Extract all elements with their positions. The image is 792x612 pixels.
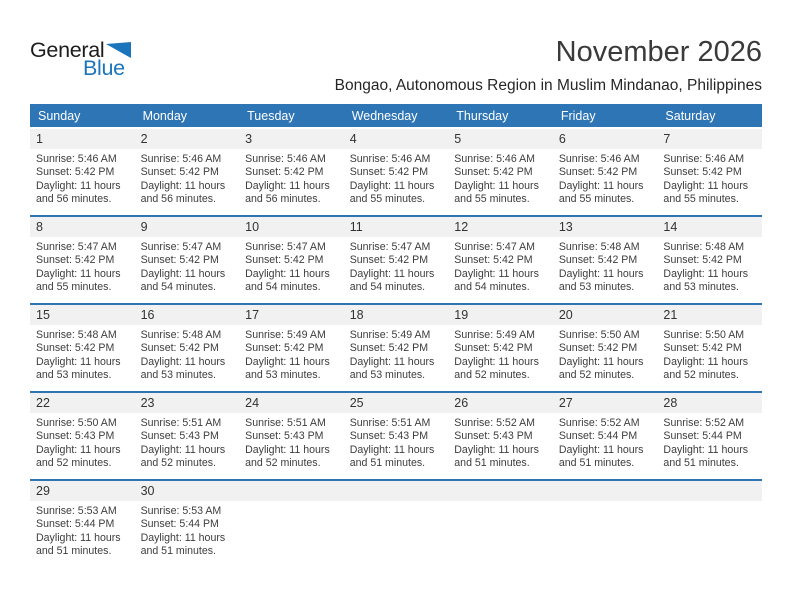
day-cell [344,129,449,215]
day-details [657,149,762,207]
daylight-text-line2: and 52 minutes. [245,457,321,470]
sunrise-text: Sunrise: 5:48 AM [36,329,117,341]
daylight-text-line2: and 52 minutes. [454,369,530,382]
sunset-text: Sunset: 5:42 PM [663,342,742,355]
day-details [30,149,135,207]
day-number: 3 [239,129,344,149]
sunrise-text: Sunrise: 5:51 AM [349,417,431,429]
day-cell [448,129,553,215]
daylight-text-line2: and 52 minutes. [36,457,112,470]
daylight-text-line2: and 53 minutes. [140,369,216,382]
daylight-text-line1: Daylight: 11 hours [663,443,749,456]
day-details [30,501,135,559]
sunset-text: Sunset: 5:42 PM [36,166,115,179]
sunrise-text: Sunrise: 5:48 AM [140,329,222,341]
daylight-text-line1: Daylight: 11 hours [558,355,644,368]
sunset-text: Sunset: 5:42 PM [36,254,115,267]
logo-text-general: General [30,38,105,62]
day-details [30,413,135,471]
daylight-text-line1: Daylight: 11 hours [663,179,749,192]
sunrise-text: Sunrise: 5:50 AM [558,329,640,341]
weekday-header-friday: Friday [560,108,596,123]
day-cell [135,393,240,479]
daylight-text-line1: Daylight: 11 hours [454,179,539,192]
day-cell [553,393,658,479]
day-details [553,325,658,383]
day-cell [344,217,449,303]
daylight-text-line1: Daylight: 11 hours [454,443,539,456]
day-cell [239,305,344,391]
sunrise-text: Sunrise: 5:46 AM [36,153,117,165]
sunset-text: Sunset: 5:43 PM [36,430,115,443]
day-details [30,325,135,383]
day-number: 17 [239,305,344,325]
calendar-grid [30,127,762,567]
day-details [553,413,658,471]
sunrise-text: Sunrise: 5:46 AM [454,153,535,165]
sunrise-text: Sunrise: 5:52 AM [558,417,640,429]
daylight-text-line2: and 51 minutes. [558,457,635,470]
sunrise-text: Sunrise: 5:53 AM [140,505,222,517]
day-number: 5 [448,129,553,149]
day-details [344,325,449,383]
sunset-text: Sunset: 5:42 PM [140,254,219,267]
day-number [448,481,553,501]
day-details [344,501,449,505]
day-number: 6 [553,129,658,149]
day-details [344,237,449,295]
sunset-text: Sunset: 5:42 PM [454,166,533,179]
day-details [344,149,449,207]
calendar-week-row [30,127,762,215]
day-cell [344,305,449,391]
day-cell [657,481,762,567]
day-number: 2 [135,129,240,149]
daylight-text-line1: Daylight: 11 hours [349,179,435,192]
sunset-text: Sunset: 5:42 PM [349,254,429,267]
day-number [553,481,658,501]
daylight-text-line1: Daylight: 11 hours [558,443,644,456]
sunset-text: Sunset: 5:42 PM [454,342,533,355]
daylight-text-line1: Daylight: 11 hours [454,267,539,280]
logo-text-blue: Blue [83,56,125,80]
daylight-text-line1: Daylight: 11 hours [36,267,121,280]
daylight-text-line2: and 51 minutes. [36,545,112,558]
daylight-text-line2: and 53 minutes. [663,281,739,294]
daylight-text-line2: and 52 minutes. [140,457,216,470]
day-cell [657,217,762,303]
weekday-header-sunday: Sunday [38,108,81,123]
daylight-text-line2: and 53 minutes. [245,369,321,382]
sunset-text: Sunset: 5:42 PM [349,166,429,179]
day-number [344,481,449,501]
day-details [553,149,658,207]
day-number: 23 [135,393,240,413]
weekday-header-tuesday: Tuesday [247,108,295,123]
day-number: 8 [30,217,135,237]
day-cell [30,305,135,391]
sunset-text: Sunset: 5:42 PM [663,166,742,179]
day-details [135,237,240,295]
daylight-text-line2: and 51 minutes. [663,457,739,470]
sunrise-text: Sunrise: 5:47 AM [454,241,535,253]
day-number: 26 [448,393,553,413]
daylight-text-line1: Daylight: 11 hours [245,179,330,192]
day-number: 10 [239,217,344,237]
sunset-text: Sunset: 5:44 PM [140,518,219,531]
sunset-text: Sunset: 5:42 PM [558,254,638,267]
day-number: 19 [448,305,553,325]
day-cell [239,481,344,567]
weekday-header-wednesday: Wednesday [351,108,418,123]
day-number: 11 [344,217,449,237]
day-details [553,237,658,295]
day-details [657,237,762,295]
day-details [30,237,135,295]
day-cell [553,217,658,303]
sunset-text: Sunset: 5:43 PM [454,430,533,443]
day-cell [135,305,240,391]
daylight-text-line2: and 55 minutes. [454,193,530,206]
sunrise-text: Sunrise: 5:47 AM [140,241,222,253]
daylight-text-line2: and 56 minutes. [245,193,321,206]
sunset-text: Sunset: 5:42 PM [349,342,429,355]
daylight-text-line2: and 54 minutes. [454,281,530,294]
sunset-text: Sunset: 5:42 PM [663,254,742,267]
daylight-text-line1: Daylight: 11 hours [36,355,121,368]
day-details [448,413,553,471]
daylight-text-line2: and 55 minutes. [663,193,739,206]
day-number: 24 [239,393,344,413]
sunrise-text: Sunrise: 5:48 AM [558,241,640,253]
day-details [448,325,553,383]
day-number [657,481,762,501]
day-number: 15 [30,305,135,325]
day-cell [553,305,658,391]
daylight-text-line1: Daylight: 11 hours [36,531,121,544]
daylight-text-line2: and 54 minutes. [140,281,216,294]
daylight-text-line1: Daylight: 11 hours [245,443,330,456]
general-blue-logo [30,40,131,80]
day-details [135,149,240,207]
sunset-text: Sunset: 5:43 PM [140,430,219,443]
day-number: 16 [135,305,240,325]
daylight-text-line2: and 53 minutes. [349,369,426,382]
sunset-text: Sunset: 5:44 PM [36,518,115,531]
weekday-header-saturday: Saturday [665,108,716,123]
day-number: 14 [657,217,762,237]
weekday-header-thursday: Thursday [456,108,509,123]
day-details [553,501,658,505]
calendar-week-row [30,303,762,391]
daylight-text-line1: Daylight: 11 hours [140,179,226,192]
daylight-text-line2: and 51 minutes. [349,457,426,470]
day-number: 30 [135,481,240,501]
sunset-text: Sunset: 5:42 PM [140,342,219,355]
daylight-text-line2: and 53 minutes. [36,369,112,382]
daylight-text-line1: Daylight: 11 hours [663,267,749,280]
day-cell [448,217,553,303]
sunset-text: Sunset: 5:42 PM [558,342,638,355]
daylight-text-line1: Daylight: 11 hours [36,179,121,192]
sunset-text: Sunset: 5:43 PM [349,430,429,443]
sunrise-text: Sunrise: 5:53 AM [36,505,117,517]
sunrise-text: Sunrise: 5:51 AM [140,417,222,429]
sunset-text: Sunset: 5:42 PM [245,254,324,267]
sunrise-text: Sunrise: 5:52 AM [454,417,535,429]
sunset-text: Sunset: 5:42 PM [245,342,324,355]
daylight-text-line2: and 55 minutes. [558,193,635,206]
day-details [344,413,449,471]
daylight-text-line1: Daylight: 11 hours [349,355,435,368]
calendar-week-row [30,479,762,567]
weekday-header-row [30,104,762,127]
sunset-text: Sunset: 5:42 PM [140,166,219,179]
day-number: 21 [657,305,762,325]
day-details [657,501,762,505]
sunrise-text: Sunrise: 5:49 AM [349,329,431,341]
sunrise-text: Sunrise: 5:49 AM [454,329,535,341]
daylight-text-line1: Daylight: 11 hours [140,531,226,544]
day-number: 7 [657,129,762,149]
sunset-text: Sunset: 5:43 PM [245,430,324,443]
day-cell [448,393,553,479]
day-details [448,501,553,505]
day-number: 1 [30,129,135,149]
day-cell [135,129,240,215]
day-number: 25 [344,393,449,413]
day-cell [448,481,553,567]
sunrise-text: Sunrise: 5:46 AM [245,153,326,165]
day-cell [448,305,553,391]
day-cell [344,393,449,479]
sunrise-text: Sunrise: 5:49 AM [245,329,326,341]
daylight-text-line2: and 51 minutes. [140,545,216,558]
day-cell [553,129,658,215]
day-number [239,481,344,501]
day-cell [239,393,344,479]
sunset-text: Sunset: 5:42 PM [245,166,324,179]
daylight-text-line2: and 55 minutes. [349,193,426,206]
daylight-text-line2: and 51 minutes. [454,457,530,470]
sunset-text: Sunset: 5:42 PM [558,166,638,179]
day-number: 20 [553,305,658,325]
daylight-text-line2: and 54 minutes. [349,281,426,294]
day-details [239,413,344,471]
daylight-text-line2: and 52 minutes. [663,369,739,382]
daylight-text-line2: and 52 minutes. [558,369,635,382]
sunset-text: Sunset: 5:44 PM [663,430,742,443]
sunrise-text: Sunrise: 5:51 AM [245,417,326,429]
sunrise-text: Sunrise: 5:48 AM [663,241,745,253]
sunrise-text: Sunrise: 5:47 AM [36,241,117,253]
day-cell [657,129,762,215]
daylight-text-line2: and 56 minutes. [36,193,112,206]
sunset-text: Sunset: 5:42 PM [454,254,533,267]
day-cell [553,481,658,567]
weekday-header-monday: Monday [142,108,188,123]
day-details [657,413,762,471]
day-number: 29 [30,481,135,501]
day-cell [30,217,135,303]
daylight-text-line1: Daylight: 11 hours [558,179,644,192]
daylight-text-line1: Daylight: 11 hours [140,355,226,368]
day-cell [30,129,135,215]
day-details [239,149,344,207]
day-number: 12 [448,217,553,237]
page-subtitle: Bongao, Autonomous Region in Muslim Mindanao, Philippines [334,77,762,94]
daylight-text-line1: Daylight: 11 hours [36,443,121,456]
calendar-week-row [30,215,762,303]
day-details [135,325,240,383]
daylight-text-line1: Daylight: 11 hours [140,443,226,456]
daylight-text-line1: Daylight: 11 hours [140,267,226,280]
day-number: 22 [30,393,135,413]
day-details [135,501,240,559]
sunrise-text: Sunrise: 5:47 AM [245,241,326,253]
daylight-text-line2: and 53 minutes. [558,281,635,294]
day-cell [344,481,449,567]
day-details [657,325,762,383]
day-number: 13 [553,217,658,237]
calendar-table [30,104,762,567]
sunrise-text: Sunrise: 5:50 AM [663,329,745,341]
daylight-text-line1: Daylight: 11 hours [245,355,330,368]
day-details [239,237,344,295]
sunrise-text: Sunrise: 5:46 AM [140,153,222,165]
day-details [239,325,344,383]
sunset-text: Sunset: 5:44 PM [558,430,638,443]
day-number: 9 [135,217,240,237]
day-details [448,149,553,207]
daylight-text-line2: and 54 minutes. [245,281,321,294]
day-cell [30,481,135,567]
day-cell [135,481,240,567]
day-cell [657,305,762,391]
day-number: 27 [553,393,658,413]
day-cell [135,217,240,303]
day-number: 4 [344,129,449,149]
sunrise-text: Sunrise: 5:50 AM [36,417,117,429]
calendar-week-row [30,391,762,479]
sunrise-text: Sunrise: 5:46 AM [349,153,431,165]
daylight-text-line1: Daylight: 11 hours [663,355,749,368]
day-details [135,413,240,471]
daylight-text-line2: and 56 minutes. [140,193,216,206]
day-cell [657,393,762,479]
day-cell [30,393,135,479]
daylight-text-line2: and 55 minutes. [36,281,112,294]
day-cell [239,217,344,303]
day-number: 18 [344,305,449,325]
sunrise-text: Sunrise: 5:52 AM [663,417,745,429]
day-number: 28 [657,393,762,413]
daylight-text-line1: Daylight: 11 hours [349,267,435,280]
daylight-text-line1: Daylight: 11 hours [558,267,644,280]
page-title: November 2026 [555,36,762,68]
sunset-text: Sunset: 5:42 PM [36,342,115,355]
day-cell [239,129,344,215]
sunrise-text: Sunrise: 5:46 AM [663,153,745,165]
sunrise-text: Sunrise: 5:46 AM [558,153,640,165]
day-details [239,501,344,505]
day-details [448,237,553,295]
daylight-text-line1: Daylight: 11 hours [349,443,435,456]
sunrise-text: Sunrise: 5:47 AM [349,241,431,253]
daylight-text-line1: Daylight: 11 hours [454,355,539,368]
daylight-text-line1: Daylight: 11 hours [245,267,330,280]
